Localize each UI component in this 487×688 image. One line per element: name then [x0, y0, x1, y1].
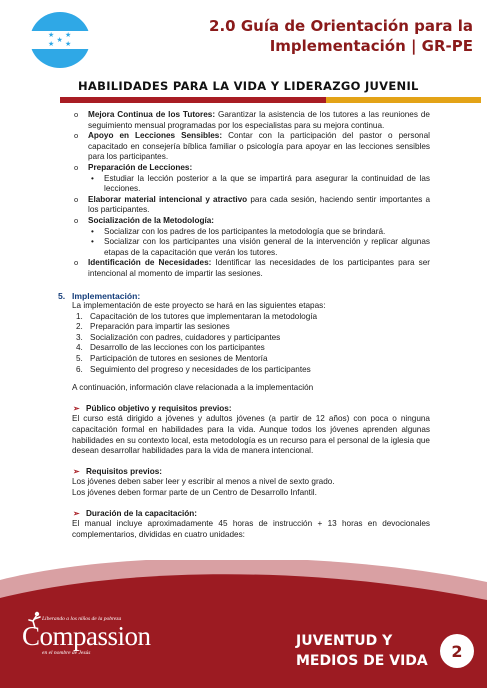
- document-body: [58, 110, 430, 540]
- paragraph: El curso está dirigido a jóvenes y adultos jóvenes (a partir de 12 años) con poca o ninguna capacitación formal en habilidades para la vida. Aunque todos los jóvenes aprenden algunas habilidades en su contexto local, esta metodología es un recurso para el personal de la iglesia que desean desarrollar habilidades para la vida de manera intencional.: [72, 414, 430, 456]
- paragraph: El manual incluye aproximadamente 45 horas de instrucción + 13 horas en devocionales complementarios, divididas en cuatro unidades:: [72, 519, 430, 539]
- section-intro: La implementación de este proyecto se hará en las siguientes etapas:: [72, 301, 326, 311]
- honduras-flag-icon: ★ ★ ★ ★ ★: [30, 12, 90, 68]
- section-banner-title: HABILIDADES PARA LA VIDA Y LIDERAZGO JUVENIL: [78, 79, 419, 93]
- footer-title: JUVENTUD Y MEDIOS DE VIDA: [296, 633, 428, 669]
- list-item: 4. Desarrollo de las lecciones con los participantes: [76, 343, 265, 353]
- list-item: o Elaborar material intencional y atractivo para cada sesión, haciendo sentir importantes a los participantes.: [58, 195, 430, 216]
- page-number-badge: 2: [440, 634, 474, 668]
- section-heading: 5. Implementación:: [58, 290, 141, 301]
- list-item: 6. Seguimiento del progreso y necesidades de los participantes: [76, 364, 311, 374]
- list-item: 1. Capacitación de los tutores que implementaran la metodología: [76, 311, 318, 321]
- list-item: o Apoyo en Lecciones Sensibles: Contar con la participación del pastor o personal capacitado en consejería bíblica familiar o psicología para apoyar en las lecciones sensibles para los participantes.: [58, 131, 430, 163]
- paragraph: Los jóvenes deben saber leer y escribir al menos a nivel de sexto grado.: [72, 477, 335, 487]
- sub-list-item: • Socializar con los padres de los participantes la metodología que se brindará.: [58, 227, 430, 238]
- subsection-heading: ➢ Requisitos previos:: [58, 467, 430, 478]
- subsection-heading: ➢ Público objetivo y requisitos previos:: [58, 404, 430, 415]
- document-title: 2.0 Guía de Orientación para la Implementación | GR-PE: [209, 17, 473, 55]
- subsection-heading: ➢ Duración de la capacitación:: [58, 509, 430, 520]
- banner-bar-gold: [326, 97, 481, 103]
- sub-list-item: • Socializar con los participantes una visión general de la intervención y replicar algunas etapas de la capacitación que verán los tutores.: [58, 237, 430, 258]
- list-item: o Socialización de la Metodología:: [58, 216, 430, 227]
- paragraph: Los jóvenes deben formar parte de un Centro de Desarrollo Infantil.: [72, 488, 317, 497]
- list-item: o Identificación de Necesidades: Identificar las necesidades de los participantes para ser intencional al momento de impartir las sesiones.: [58, 258, 430, 279]
- sub-list-item: • Estudiar la lección posterior a la que se impartirá para asegurar la continuidad de las lecciones.: [58, 174, 430, 195]
- list-item: o Preparación de Lecciones:: [58, 163, 430, 174]
- compassion-logo: Liberando a los niños de la pobreza Compassion en el nombre de Jesús: [22, 616, 151, 656]
- banner-bar-red: [60, 97, 326, 103]
- list-item: 2. Preparación para impartir las sesiones: [76, 322, 230, 332]
- list-item: o Mejora Continua de los Tutores: Garantizar la asistencia de los tutores a las reuniones de seguimiento mensual programadas por los especialistas para su mejora continua.: [58, 110, 430, 131]
- list-item: 5. Participación de tutores en sesiones de Mentoría: [76, 354, 268, 364]
- paragraph: A continuación, información clave relacionada a la implementación: [72, 383, 314, 393]
- list-item: 3. Socialización con padres, cuidadores y participantes: [76, 332, 281, 342]
